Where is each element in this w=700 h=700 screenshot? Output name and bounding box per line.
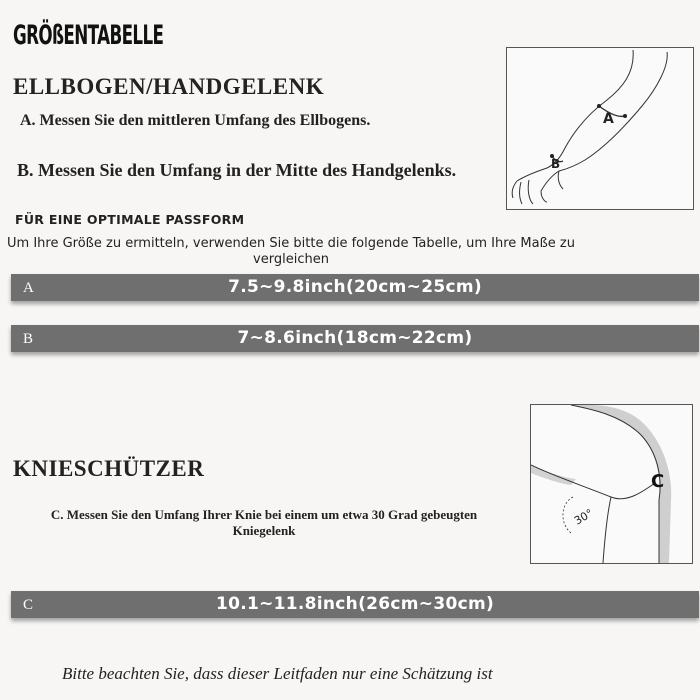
size-row-b [11, 325, 699, 352]
knee-figure [530, 404, 693, 564]
knee-illustration [531, 405, 692, 563]
size-row-letter: B [23, 331, 34, 347]
elbow-section-title: ELLBOGEN/HANDGELENK [13, 74, 325, 99]
figure-label-b: B [551, 157, 561, 171]
brand-title: GRÖßENTABELLE [13, 20, 164, 51]
arm-figure [506, 47, 694, 210]
instruction-c: C. Messen Sie den Umfang Ihrer Knie bei einem um etwa 30 Grad gebeugten Kniegelenk [50, 507, 478, 538]
size-row-value: 7~8.6inch(18cm~22cm) [237, 328, 473, 348]
arm-illustration [507, 48, 693, 209]
instruction-b: B. Messen Sie den Umfang in der Mitte des Handgelenks. [17, 160, 457, 180]
figure-label-a: A [603, 111, 614, 127]
size-row-letter: A [23, 280, 34, 296]
figure-label-c: C [651, 471, 665, 492]
fit-heading: FÜR EINE OPTIMALE PASSFORM [15, 212, 245, 227]
footer-disclaimer: Bitte beachten Sie, dass dieser Leitfaden nur eine Schätzung ist [62, 664, 493, 683]
instruction-a: A. Messen Sie den mittleren Umfang des Ellbogens. [20, 112, 371, 129]
size-row-value: 7.5~9.8inch(20cm~25cm) [228, 277, 482, 297]
fit-note: Um Ihre Größe zu ermitteln, verwenden Sie bitte die folgende Tabelle, um Ihre Maße zu vergleichen [7, 236, 575, 267]
size-row-letter: C [23, 597, 34, 613]
figure-label-angle: 30° [572, 506, 596, 528]
size-row-c [11, 591, 699, 618]
knee-section-title: KNIESCHÜTZER [13, 456, 205, 481]
size-row-a [11, 274, 699, 301]
size-row-value: 10.1~11.8inch(26cm~30cm) [215, 594, 495, 614]
